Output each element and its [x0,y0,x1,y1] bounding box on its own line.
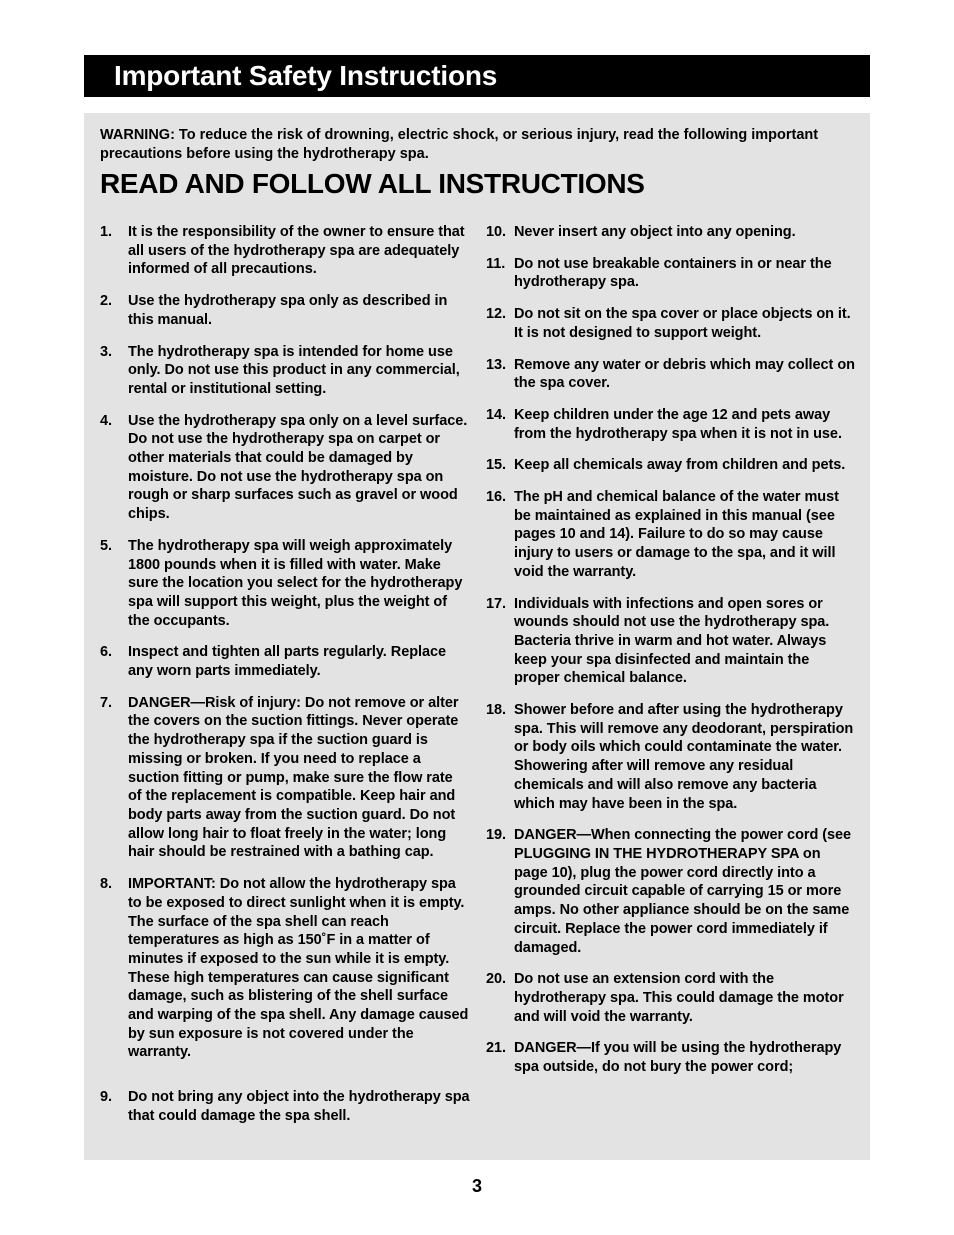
list-item [486,1039,858,1076]
item-number: 6. [100,644,112,661]
item-text: DANGER—When connecting the power cord (see PLUGGING IN THE HYDROTHERAPY SPA on page 10), plug the power cord directly into a grounded circuit capable of carrying 15 or more amps. No other appliance should be on the same circuit. Replace the power cord immediately if damaged. [514,827,852,956]
item-number: 9. [100,1089,112,1106]
item-text: Do not use an extension cord with the hydrotherapy spa. This could damage the motor and will void the warranty. [514,971,844,1025]
item-text: Remove any water or debris which may collect on the spa cover. [514,356,855,392]
instructions-heading: READ AND FOLLOW ALL INSTRUCTIONS [100,168,645,199]
item-text: DANGER—If you will be using the hydrotherapy spa outside, do not bury the power cord; [514,1040,842,1076]
title-bar [84,55,870,97]
item-text: Do not bring any object into the hydrotherapy spa that could damage the spa shell. [128,1089,470,1124]
list-item [486,970,858,1026]
item-text: Never insert any object into any opening. [514,224,796,240]
item-text: The pH and chemical balance of the water must be maintained as explained in this manual (see pages 10 and 14). Failure to do so may cause injury to users or damage to the spa, and it will void the warranty. [514,489,839,580]
list-item [486,305,858,342]
item-text: Individuals with infections and open sores or wounds should not use the hydrotherapy spa. Bacteria thrive in warm and hot water. Always keep your spa disinfected and maintain the proper chemical balance. [514,595,830,687]
item-number: 17. [486,595,507,612]
item-text: Shower before and after using the hydrotherapy spa. This will remove any deodorant, perspiration or body oils which could contaminate the water. Showering after will remove any residual chemicals and will also remove any bacteria which may have been in the spa. [514,702,854,812]
item-number: 20. [486,971,507,988]
list-item [100,643,470,680]
item-number: 14. [486,406,507,423]
warning-text: WARNING: To reduce the risk of drowning, electric shock, or serious injury, read the following important precautions before using the hydrotherapy spa. [100,127,819,162]
item-text: The hydrotherapy spa will weigh approximately 1800 pounds when it is filled with water. Make sure the location you select for the hydrotherapy spa will support this weight, plus the weight of the occupants. [128,537,463,629]
item-number: 13. [486,356,507,373]
list-item [486,701,858,813]
item-number: 19. [486,827,507,844]
item-number: 16. [486,489,507,506]
item-text: Use the hydrotherapy spa only on a level surface. Do not use the hydrotherapy spa on carpet or other materials that could be damaged by moisture. Do not use the hydrotherapy spa on rough or sharp surfaces such as gravel or wood chips. [128,412,468,523]
list-item [486,456,858,475]
list-item [486,595,858,689]
item-text: Keep all chemicals away from children and pets. [514,457,846,474]
item-number: 8. [100,876,112,893]
list-item [100,412,470,524]
list-item [100,292,470,329]
list-item [486,255,858,292]
item-text: Keep children under the age 12 and pets away from the hydrotherapy spa when it is not in use. [514,406,842,442]
right-column [486,223,858,1090]
list-item [100,875,470,1062]
item-number: 1. [100,224,112,240]
item-text: IMPORTANT: Do not allow the hydrotherapy spa to be exposed to direct sunlight when it is empty. The surface of the spa shell can reach temperatures as high as 150˚F in a matter of minutes if exposed to the sun while it is empty. These high temperatures can cause significant damage, such as blistering of the shell surface and warping of the spa shell. Any damage caused by sun exposure is not covered under the warranty. [128,876,469,1061]
list-item [100,694,470,862]
item-number: 18. [486,702,507,719]
item-text: Do not use breakable containers in or near the hydrotherapy spa. [514,255,832,291]
item-number: 12. [486,306,507,323]
item-text: Use the hydrotherapy spa only as described in this manual. [128,293,448,328]
list-item [100,537,470,631]
list-item [486,406,858,443]
item-number: 4. [100,412,112,429]
item-text: DANGER—Risk of injury: Do not remove or alter the covers on the suction fittings. Never operate the hydrotherapy spa if the suction guard is missing or broken. If you need to replace a suction fitting or pump, make sure the flow rate of the replacement is compatible. Keep hair and body parts away from the suction guard. Do not allow long hair to float freely in the water; long hair should be restrained with a bathing cap. [128,694,459,861]
instructions-panel [84,113,870,1160]
list-item [100,1088,470,1125]
item-number: 11. [486,255,506,272]
item-number: 10. [486,224,507,240]
item-number: 3. [100,343,112,360]
item-number: 2. [100,293,112,310]
list-item [486,356,858,393]
item-number: 15. [486,457,507,474]
item-text: Inspect and tighten all parts regularly. Replace any worn parts immediately. [128,644,447,680]
list-item [100,223,470,279]
item-number: 21. [486,1040,507,1057]
list-item [486,488,858,582]
list-item [486,223,858,242]
page-title: Important Safety Instructions [114,60,498,91]
item-text: It is the responsibility of the owner to ensure that all users of the hydrotherapy spa are adequately informed of all precautions. [128,224,465,278]
item-number: 7. [100,694,112,711]
list-item [100,343,470,399]
left-column [100,223,470,1139]
list-item [486,826,858,957]
item-number: 5. [100,537,112,554]
item-text: Do not sit on the spa cover or place objects on it. It is not designed to support weight. [514,306,851,341]
item-text: The hydrotherapy spa is intended for home use only. Do not use this product in any commercial, rental or institutional setting. [128,343,460,397]
page-number: 3 [471,1176,482,1196]
